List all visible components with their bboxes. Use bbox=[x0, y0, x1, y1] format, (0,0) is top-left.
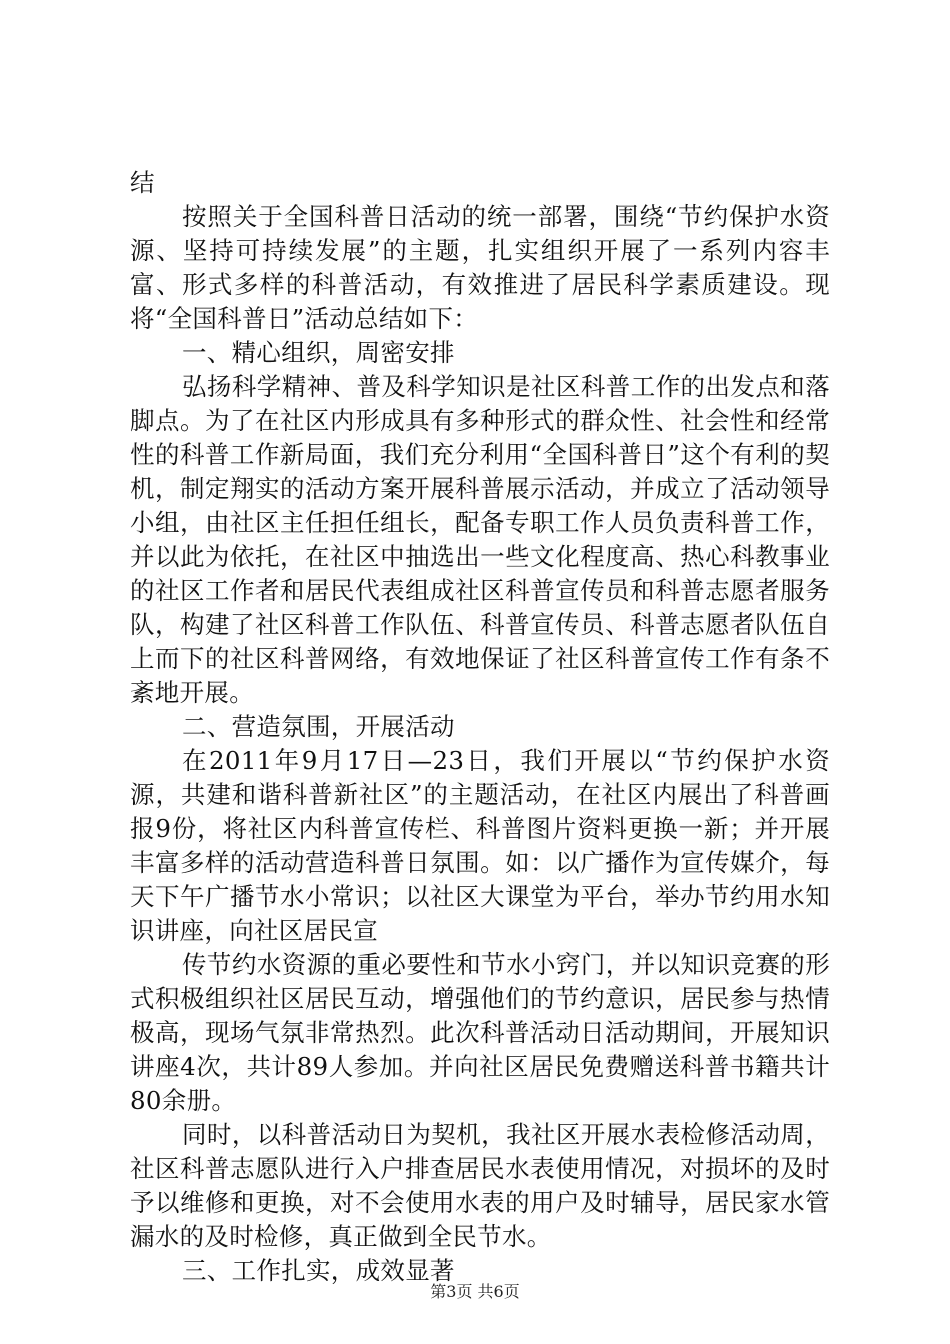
paragraph-activities-cont: 传节约水资源的重必要性和节水小窍门，并以知识竞赛的形式积极组织社区居民互动，增强他们的节约意识，居民参与热情极高，现场气氛非常热烈。此次科普活动日活动期间，开展知识讲座4次，共计89人参加。并向社区居民免费赠送科普书籍共计80余册。 bbox=[130, 950, 830, 1115]
section-heading-1: 一、精心组织，周密安排 bbox=[182, 338, 455, 367]
document-body bbox=[130, 166, 830, 1288]
paragraph-organization: 弘扬科学精神、普及科学知识是社区科普工作的出发点和落脚点。为了在社区内形成具有多种形式的群众性、社会性和经常性的科普工作新局面，我们充分利用“全国科普日”这个有利的契机，制定翔实的活动方案开展科普展示活动，并成立了活动领导小组，由社区主任担任组长，配备专职工作人员负责科普工作，并以此为依托，在社区中抽选出一些文化程度高、热心科教事业的社区工作者和居民代表组成社区科普宣传员和科普志愿者服务队，构建了社区科普工作队伍、科普宣传员、科普志愿者队伍自上而下的社区科普网络，有效地保证了社区科普宣传工作有条不紊地开展。 bbox=[130, 372, 830, 707]
page-number-footer: 第3页 共6页 bbox=[430, 1282, 520, 1301]
paragraph-intro: 按照关于全国科普日活动的统一部署，围绕“节约保护水资源、坚持可持续发展”的主题，扎实组织开展了一系列内容丰富、形式多样的科普活动，有效推进了居民科学素质建设。现将“全国科普日”活动总结如下： bbox=[130, 202, 830, 333]
section-heading-3: 三、工作扎实，成效显著 bbox=[182, 1256, 455, 1285]
paragraph-activities: 在2011年9月17日—23日，我们开展以“节约保护水资源，共建和谐科普新社区”的主题活动，在社区内展出了科普画报9份，将社区内科普宣传栏、科普图片资料更换一新；并开展丰富多样的活动营造科普日氛围。如：以广播作为宣传媒介，每天下午广播节水小常识；以社区大课堂为平台，举办节约用水知识讲座，向社区居民宣 bbox=[130, 746, 830, 945]
paragraph-fragment: 结 bbox=[130, 168, 155, 197]
section-heading-2: 二、营造氛围，开展活动 bbox=[182, 712, 455, 741]
paragraph-water-meter: 同时，以科普活动日为契机，我社区开展水表检修活动周，社区科普志愿队进行入户排查居民水表使用情况，对损坏的及时予以维修和更换，对不会使用水表的用户及时辅导，居民家水管漏水的及时检修，真正做到全民节水。 bbox=[130, 1120, 830, 1251]
